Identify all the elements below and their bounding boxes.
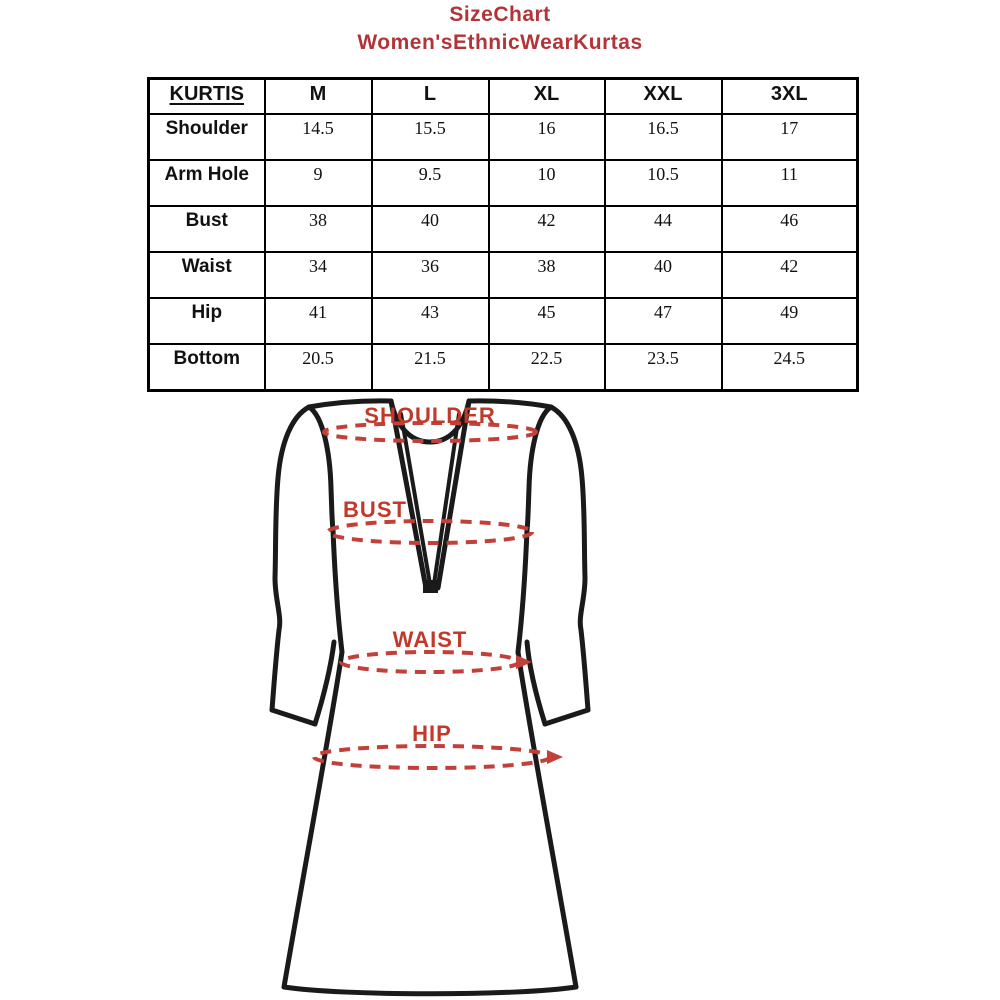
bust-measure-line — [328, 521, 532, 543]
size-value: 9.5 — [372, 160, 489, 206]
size-value: 47 — [605, 298, 722, 344]
row-label-armhole: Arm Hole — [149, 160, 265, 206]
column-header-l: L — [372, 79, 489, 115]
size-value: 10 — [489, 160, 605, 206]
hem-line — [284, 987, 576, 994]
size-value: 38 — [265, 206, 372, 252]
size-value: 40 — [605, 252, 722, 298]
heading-block — [0, 1, 1000, 57]
size-value: 22.5 — [489, 344, 605, 391]
column-header-xl: XL — [489, 79, 605, 115]
size-value: 34 — [265, 252, 372, 298]
size-value: 49 — [722, 298, 858, 344]
left-sleeve-outer — [272, 407, 309, 710]
row-label-waist: Waist — [149, 252, 265, 298]
row-label-hip: Hip — [149, 298, 265, 344]
column-header-m: M — [265, 79, 372, 115]
measurement-labels — [343, 403, 496, 746]
size-value: 16 — [489, 114, 605, 160]
size-chart-table — [147, 77, 859, 392]
size-value: 36 — [372, 252, 489, 298]
right-sleeve-cuff — [545, 710, 588, 724]
size-value: 24.5 — [722, 344, 858, 391]
size-value: 45 — [489, 298, 605, 344]
column-header-kurtis — [149, 79, 265, 115]
hip-arrowhead — [547, 750, 563, 764]
size-value: 9 — [265, 160, 372, 206]
table-row-waist — [149, 252, 858, 298]
placket-tip — [423, 580, 438, 593]
right-sleeve-outer — [551, 407, 588, 710]
hip-label: HIP — [412, 721, 452, 746]
row-label-shoulder: Shoulder — [149, 114, 265, 160]
size-value: 43 — [372, 298, 489, 344]
table-row-bottom — [149, 344, 858, 391]
kurta-measurement-diagram — [230, 390, 670, 1000]
size-value: 20.5 — [265, 344, 372, 391]
row-label-bottom: Bottom — [149, 344, 265, 391]
size-value: 16.5 — [605, 114, 722, 160]
size-value: 11 — [722, 160, 858, 206]
column-header-3xl: 3XL — [722, 79, 858, 115]
table-row-bust — [149, 206, 858, 252]
size-value: 10.5 — [605, 160, 722, 206]
table-row-shoulder — [149, 114, 858, 160]
table-row-hip — [149, 298, 858, 344]
size-value: 42 — [489, 206, 605, 252]
kurtis-label: KURTIS — [169, 83, 244, 105]
left-sleeve-cuff — [272, 710, 315, 724]
waist-label: WAIST — [392, 627, 468, 652]
size-value: 17 — [722, 114, 858, 160]
size-value: 44 — [605, 206, 722, 252]
row-label-bust: Bust — [149, 206, 265, 252]
size-value: 15.5 — [372, 114, 489, 160]
column-header-xxl: XXL — [605, 79, 722, 115]
waist-measure-line — [341, 652, 519, 672]
right-body-side — [518, 407, 576, 987]
table-row-armhole — [149, 160, 858, 206]
size-value: 42 — [722, 252, 858, 298]
placket-outer-left — [391, 401, 426, 588]
left-body-side — [284, 407, 342, 987]
bust-label: BUST — [343, 497, 407, 522]
size-value: 38 — [489, 252, 605, 298]
shoulder-label: SHOULDER — [364, 403, 496, 428]
page-subtitle: Women'sEthnicWearKurtas — [357, 31, 643, 54]
table-header-row — [149, 79, 858, 115]
page-title: SizeChart — [449, 3, 551, 26]
size-value: 40 — [372, 206, 489, 252]
size-value: 21.5 — [372, 344, 489, 391]
size-value: 46 — [722, 206, 858, 252]
size-value: 23.5 — [605, 344, 722, 391]
kurta-outline — [272, 401, 588, 994]
size-value: 41 — [265, 298, 372, 344]
hip-measure-line — [314, 746, 550, 768]
size-value: 14.5 — [265, 114, 372, 160]
